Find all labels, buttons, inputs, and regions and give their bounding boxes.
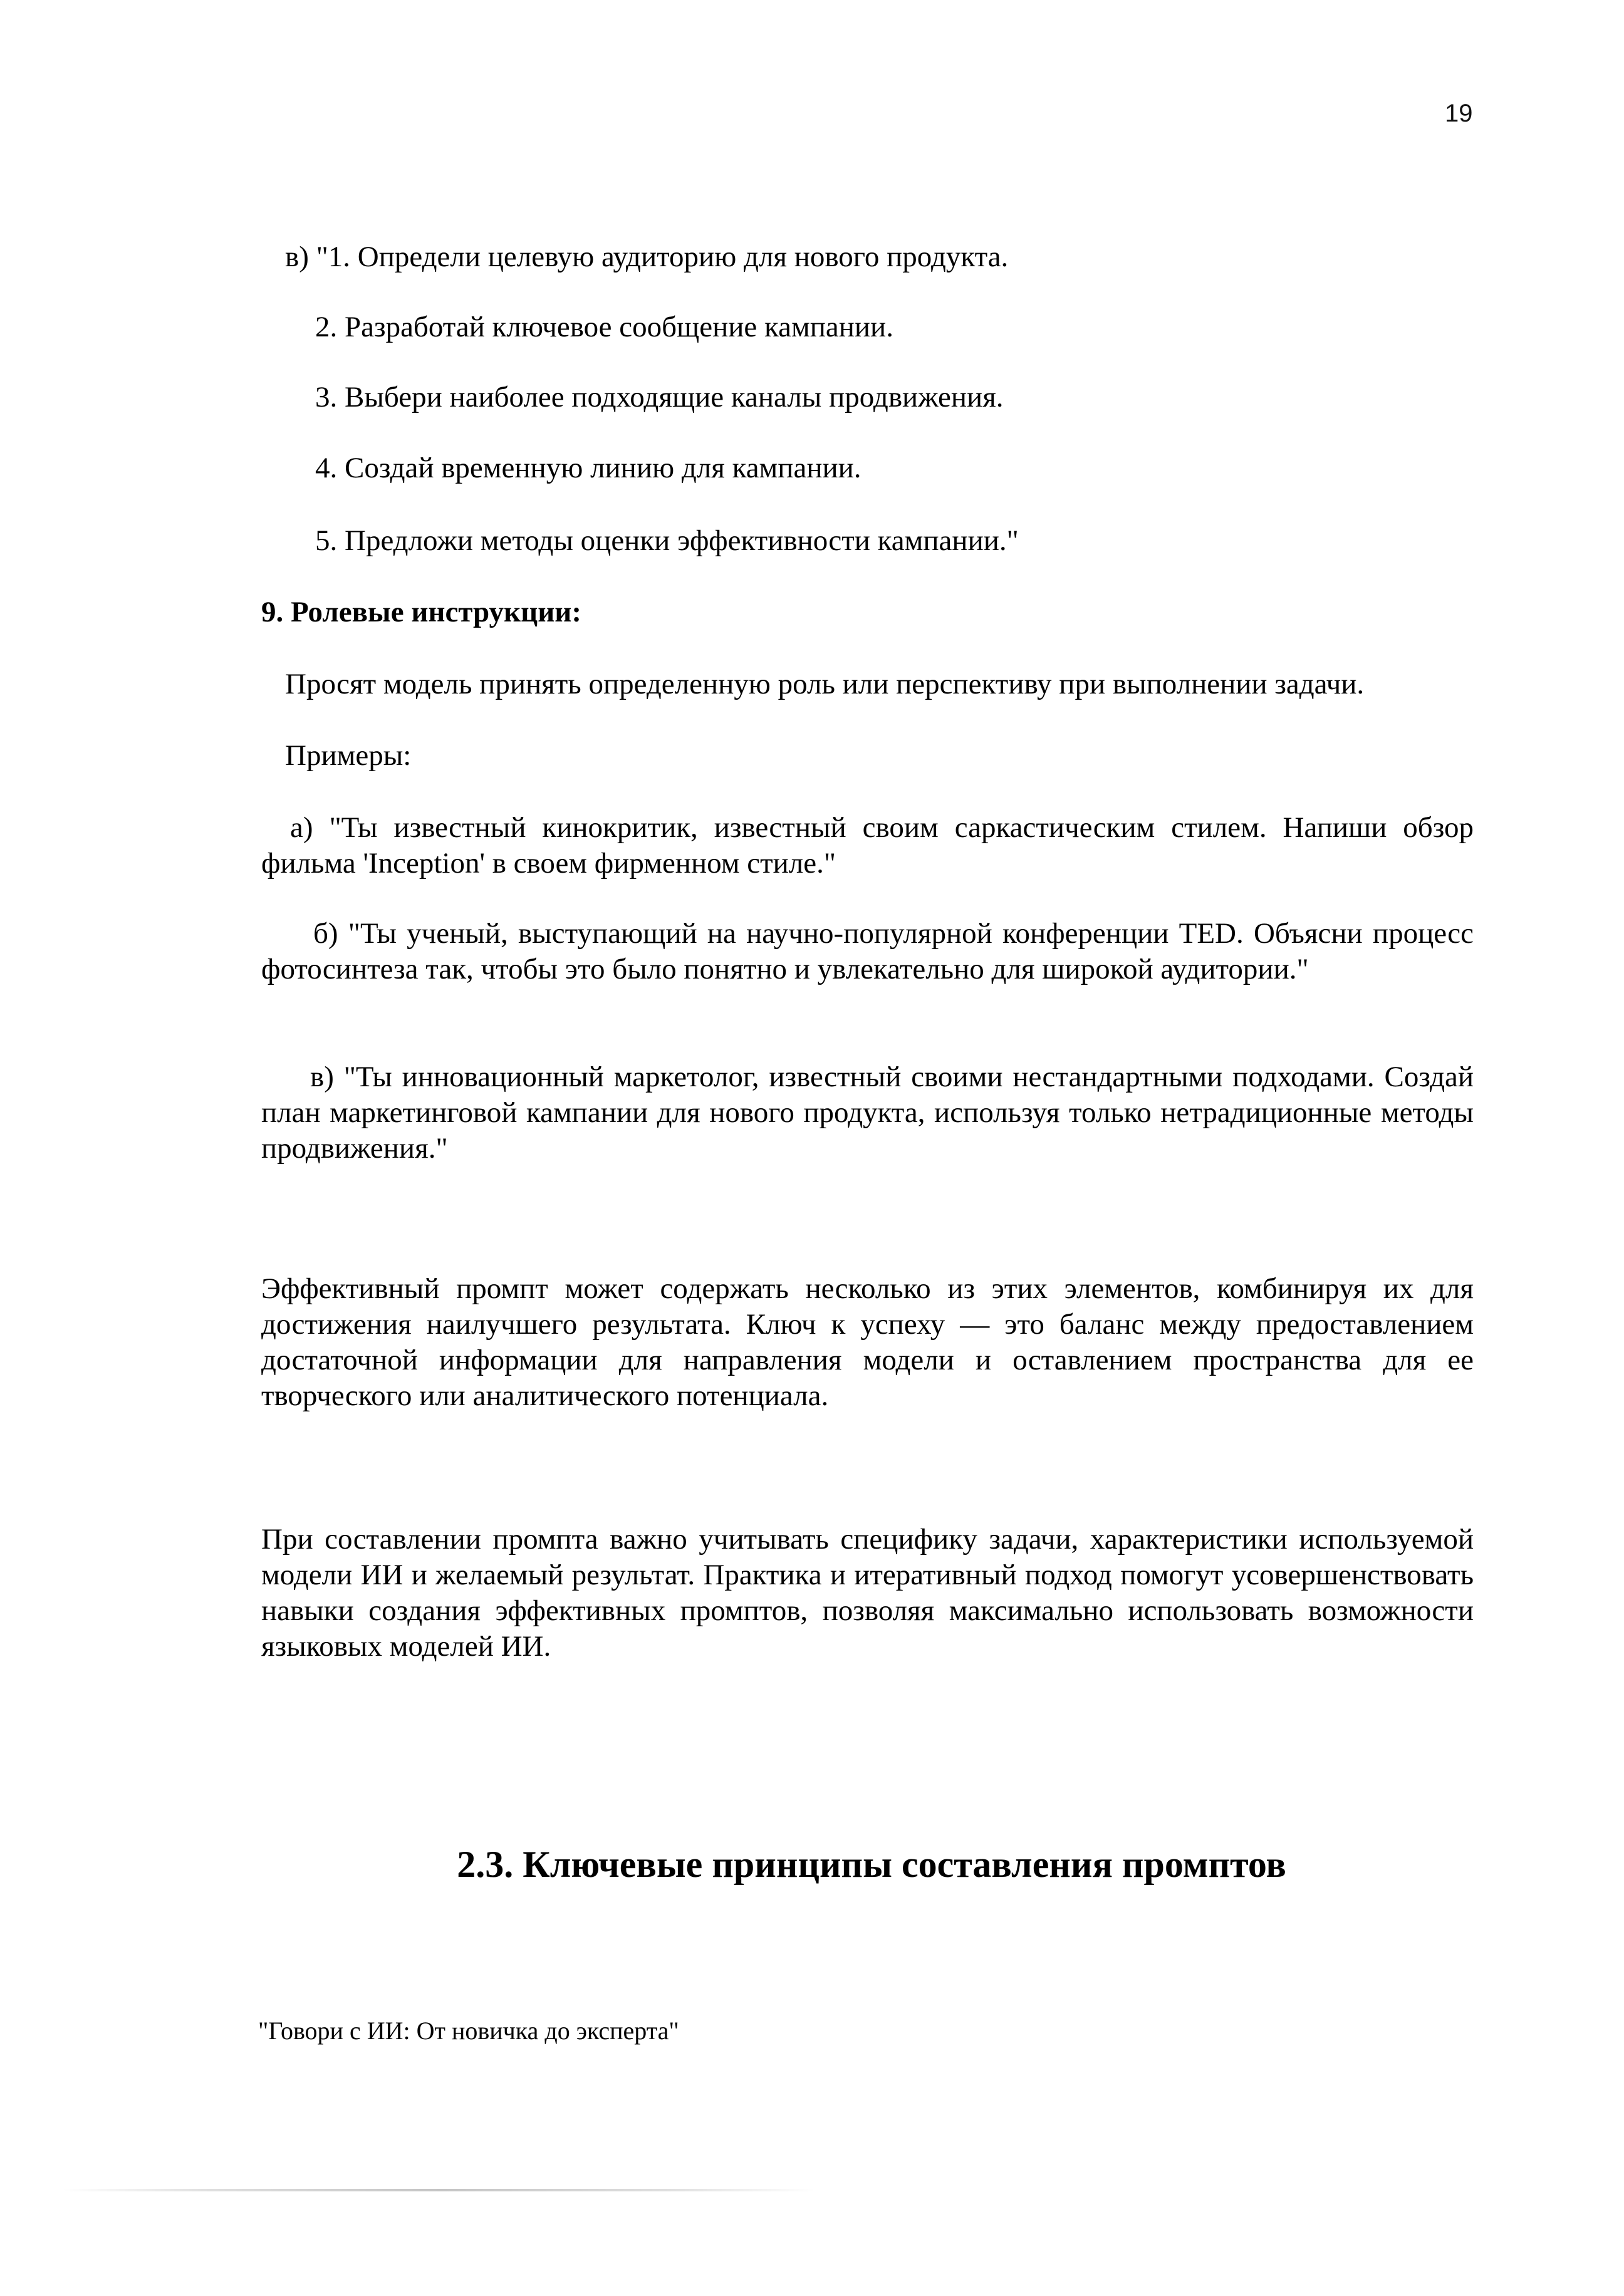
role-example-c: в) "Ты инновационный маркетолог, известный своими нестандартными подходами. Создай план маркетинговой кампании для нового продукта, используя только нетрадиционные методы продвижения.": [261, 1061, 1474, 1165]
steps-list-item: в) "1. Определи целевую аудиторию для нового продукта.: [285, 241, 1009, 273]
footer-book-title: "Говори с ИИ: От новичка до эксперта": [258, 2017, 679, 2045]
page-number: 19: [1445, 100, 1473, 127]
summary-paragraph: При составлении промпта важно учитывать специфику задачи, характеристики используемой модели ИИ и желаемый результат. Практика и итеративный подход помогут усовершенствовать навыки создания эффективных промптов, позволяя максимально использовать возможности языковых моделей ИИ.: [261, 1523, 1474, 1663]
role-example-a: а) "Ты известный кинокритик, известный своим саркастическим стилем. Напиши обзор фильма 'Inception' в своем фирменном стиле.": [261, 811, 1474, 880]
section-heading-role-instructions: 9. Ролевые инструкции:: [261, 596, 582, 628]
role-example-b: б) "Ты ученый, выступающий на научно-популярной конференции TED. Объясни процесс фотосинтеза так, чтобы это было понятно и увлекательно для широкой аудитории.": [261, 917, 1474, 985]
section-heading-key-principles: 2.3. Ключевые принципы составления промптов: [457, 1844, 1286, 1885]
steps-list-item: 4. Создай временную линию для кампании.: [315, 452, 861, 484]
steps-list-item: 3. Выбери наиболее подходящие каналы продвижения.: [315, 381, 1004, 413]
steps-list-item: 5. Предложи методы оценки эффективности кампании.": [315, 524, 1019, 557]
bottom-divider: [63, 2189, 815, 2191]
role-section-description: Просят модель принять определенную роль или перспективу при выполнении задачи.: [285, 668, 1365, 700]
steps-list-item: 2. Разработай ключевое сообщение кампании.: [315, 311, 893, 343]
examples-label: Примеры:: [285, 739, 412, 772]
summary-paragraph: Эффективный промпт может содержать несколько из этих элементов, комбинируя их для достижения наилучшего результата. Ключ к успеху — это баланс между предоставлением достаточной информации для направления модели и оставлением пространства для ее творческого или аналитического потенциала.: [261, 1272, 1474, 1412]
